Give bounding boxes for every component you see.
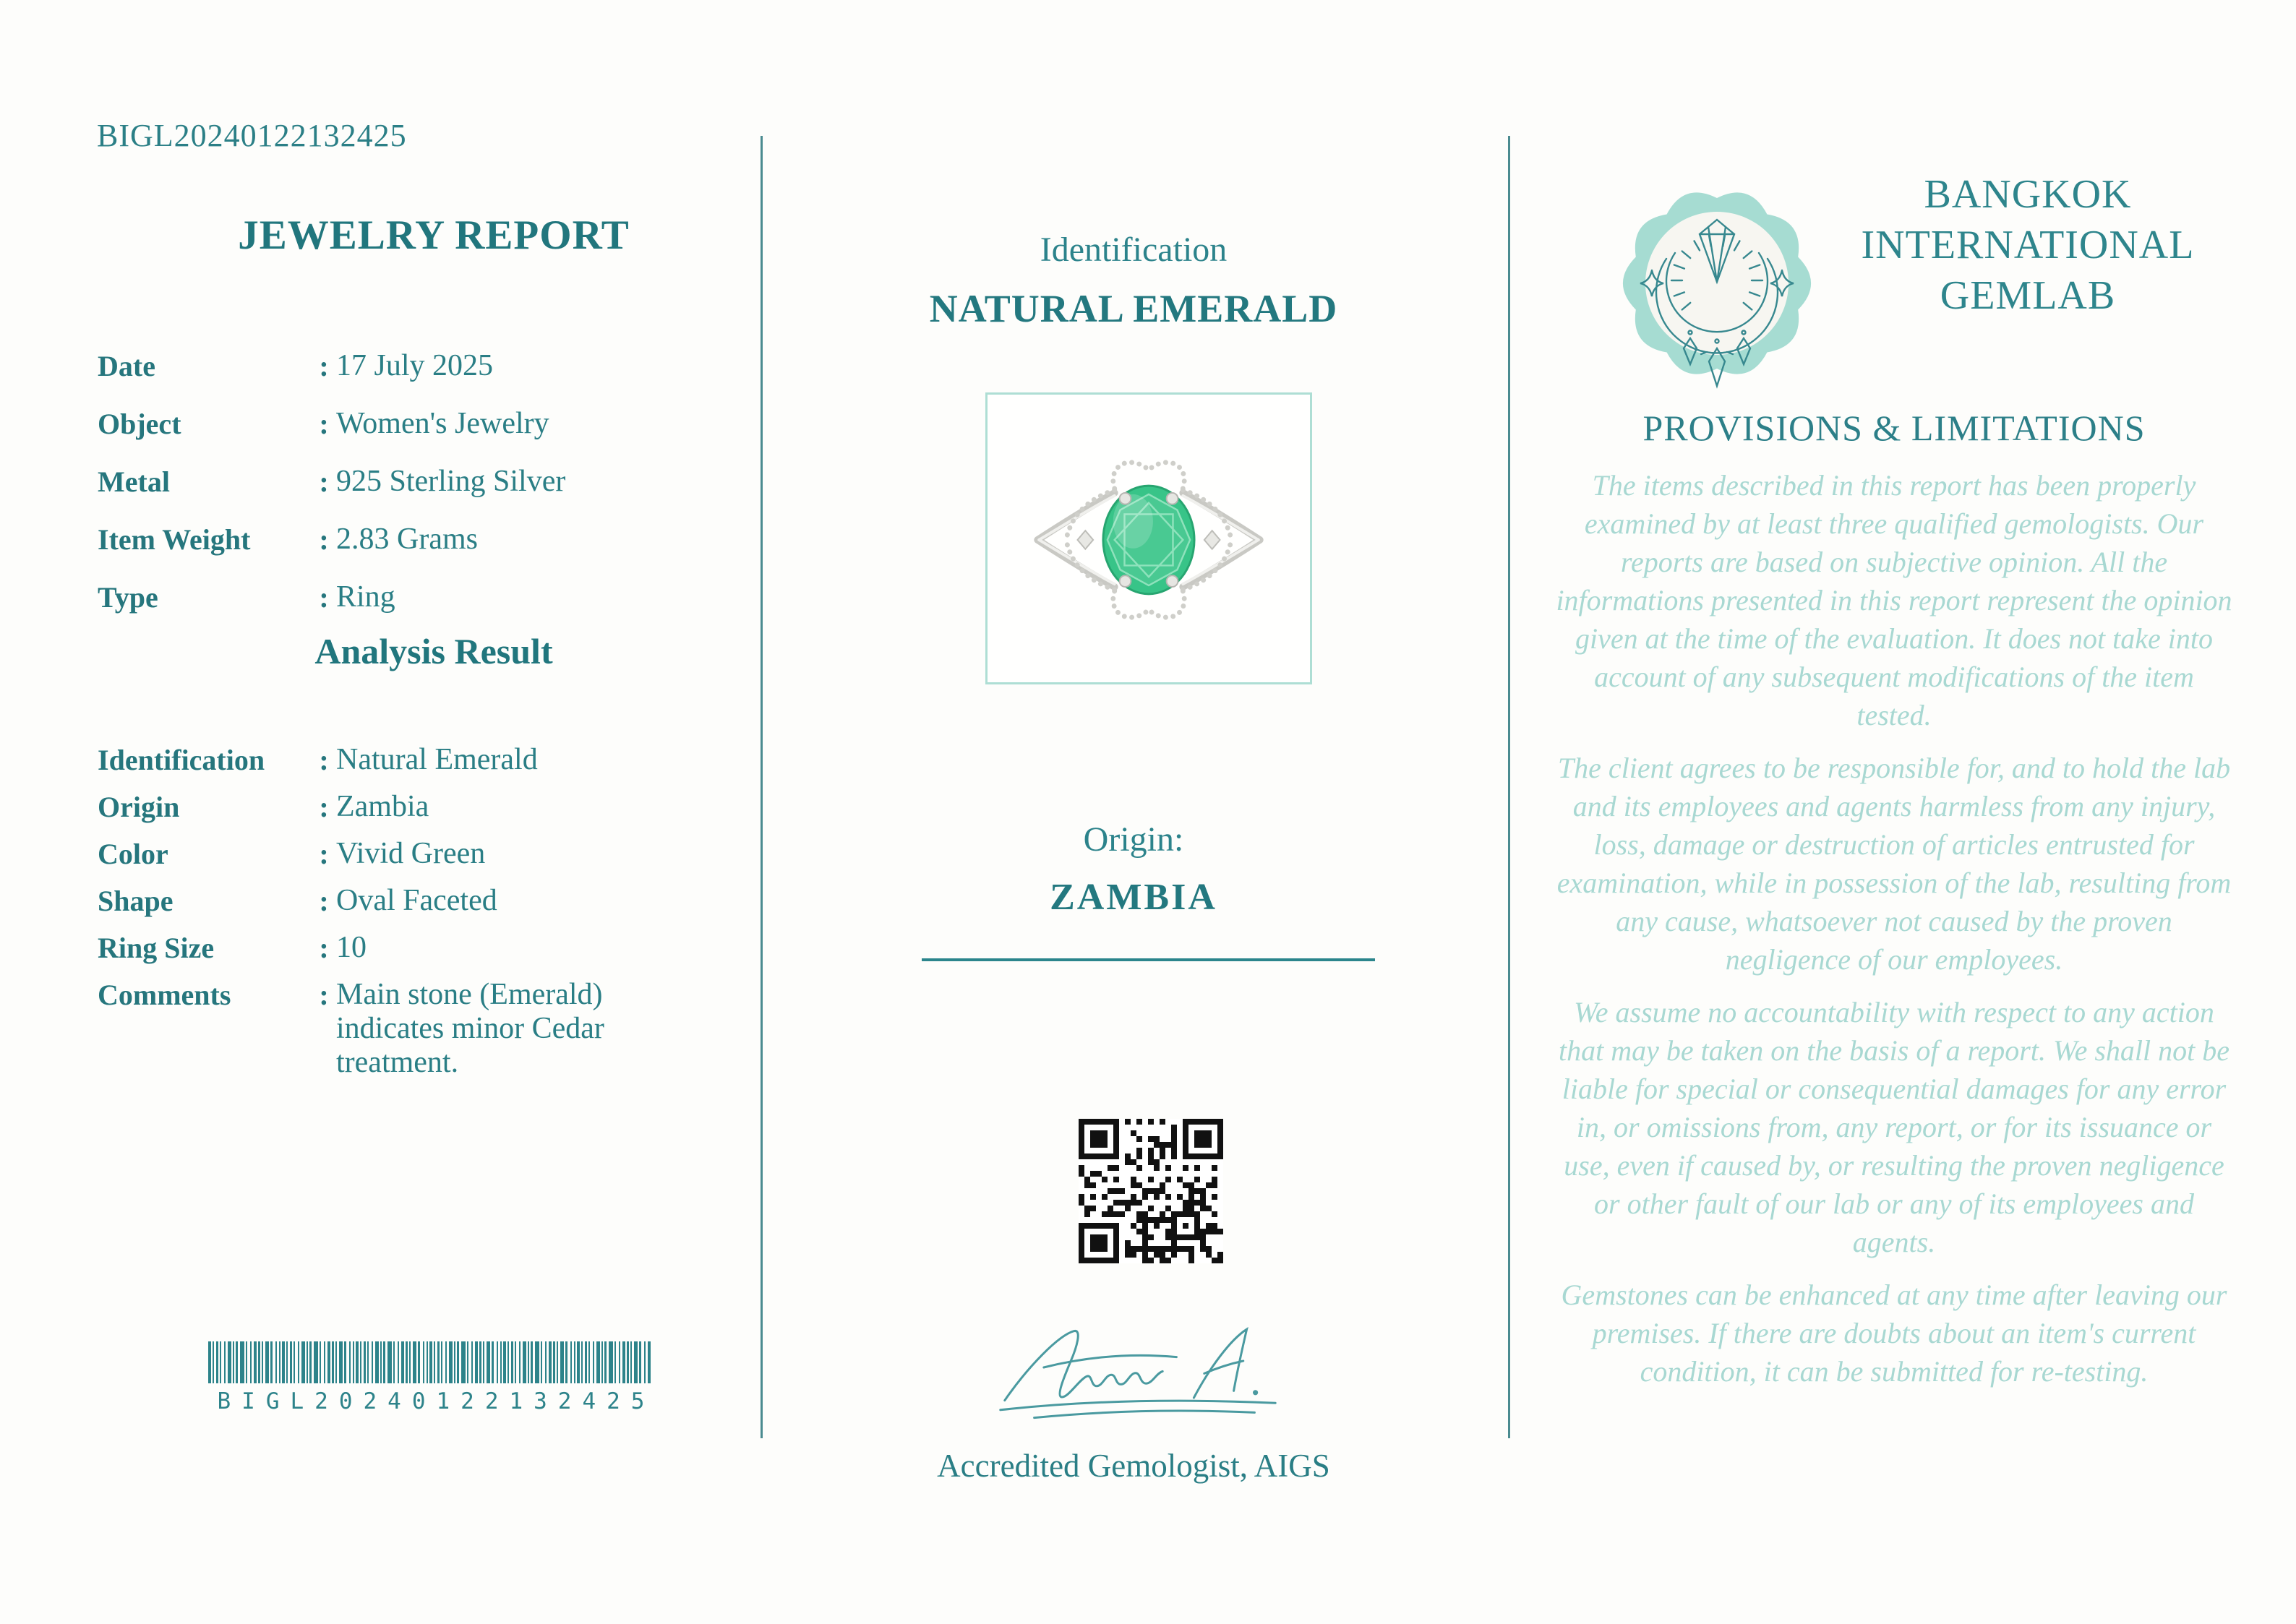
field-value: 2.83 Grams <box>336 523 478 556</box>
report-number: BIGL20240122132425 <box>97 118 407 153</box>
field-row <box>98 790 734 837</box>
lab-name-line: BANGKOK <box>1924 172 2132 217</box>
field-value: Natural Emerald <box>336 743 538 776</box>
signer-title: Accredited Gemologist, AIGS <box>937 1448 1330 1484</box>
field-label: Color <box>98 838 168 870</box>
origin-value: ZAMBIA <box>1050 877 1217 918</box>
field-label: Shape <box>98 885 174 917</box>
field-label: Comments <box>98 979 231 1011</box>
field-label: Identification <box>98 744 265 776</box>
field-value: 10 <box>336 931 367 964</box>
provisions-paragraph: The items described in this report has been properly examined by at least three qualified gemologists. Our reports are based on subjective opinion. All the informations presented in this report represent the opinion given at the time of the evaluation. It does not take into account of any subsequent modifications of the item tested. <box>1556 469 2232 731</box>
page-title: JEWELRY REPORT <box>238 212 630 258</box>
field-value: Women's Jewelry <box>336 407 549 440</box>
field-value: Ring <box>336 580 395 614</box>
field-value: Vivid Green <box>336 837 486 870</box>
field-row <box>98 743 734 790</box>
field-colon: : <box>319 744 329 776</box>
provisions-paragraph: Gemstones can be enhanced at any time after leaving our premises. If there are doubts about an item's current condition, it can be submitted for re-testing. <box>1561 1279 2227 1388</box>
item-details-group <box>98 349 734 638</box>
lab-name-line: GEMLAB <box>1940 273 2116 318</box>
field-colon: : <box>319 838 329 870</box>
field-label: Ring Size <box>98 932 215 964</box>
field-row <box>98 978 734 1080</box>
field-row <box>98 349 734 407</box>
field-label: Origin <box>98 791 180 823</box>
field-colon: : <box>319 465 329 498</box>
field-colon: : <box>319 581 329 614</box>
provisions-paragraph: The client agrees to be responsible for, and to hold the lab and its employees and agents harmless from any injury, loss, damage or destruction of articles entrusted for examination, while in possession of the lab, resulting from any cause, whatsoever not caused by the proven negligence of our employees. <box>1556 752 2232 976</box>
jewelry-photo <box>985 392 1312 684</box>
field-label: Metal <box>98 465 170 498</box>
provisions-paragraph: We assume no accountability with respect to any action that may be taken on the basis of a report. We shall not be liable for special or consequential damages for any error in, or omissions from, any report, or for its issuance or use, even if caused by, or resulting the proven negligence or other fault of our lab or any of its employees and agents. <box>1558 996 2230 1258</box>
barcode <box>208 1341 664 1414</box>
identification-value: NATURAL EMERALD <box>929 287 1338 330</box>
field-colon: : <box>319 350 329 382</box>
origin-underline <box>922 958 1375 961</box>
field-value: Main stone (Emerald) indicates minor Cedar treatment. <box>336 978 604 1080</box>
field-value: 925 Sterling Silver <box>336 465 566 498</box>
field-colon: : <box>319 523 329 556</box>
field-value: 17 July 2025 <box>336 349 494 382</box>
field-label: Type <box>98 581 158 614</box>
gemlab-logo <box>1609 175 1825 392</box>
column-divider-left <box>761 136 763 1438</box>
barcode-label: BIGL20240122132425 <box>217 1388 656 1414</box>
provisions-heading: PROVISIONS & LIMITATIONS <box>1642 408 2146 448</box>
field-label: Item Weight <box>98 523 251 556</box>
lab-name-line: INTERNATIONAL <box>1861 223 2195 267</box>
field-row <box>98 580 734 638</box>
origin-label: Origin: <box>1083 820 1184 859</box>
field-row <box>98 837 734 884</box>
field-colon: : <box>319 979 329 1011</box>
field-label: Date <box>98 350 155 382</box>
field-label: Object <box>98 408 181 440</box>
barcode-image <box>208 1341 664 1383</box>
analysis-result-heading: Analysis Result <box>314 631 553 671</box>
column-divider-right <box>1508 136 1510 1438</box>
field-row <box>98 931 734 978</box>
field-row <box>98 884 734 931</box>
field-colon: : <box>319 791 329 823</box>
field-colon: : <box>319 932 329 964</box>
field-colon: : <box>319 885 329 917</box>
ring-illustration <box>988 395 1310 682</box>
analysis-result-group <box>98 743 734 1080</box>
identification-section-label: Identification <box>1040 231 1228 269</box>
field-row <box>98 465 734 523</box>
gemologist-signature <box>993 1315 1296 1424</box>
field-value: Oval Faceted <box>336 884 497 917</box>
field-row <box>98 523 734 580</box>
qr-code <box>1079 1119 1223 1263</box>
field-value: Zambia <box>336 790 429 823</box>
lab-name <box>1811 169 2245 321</box>
field-colon: : <box>319 408 329 440</box>
field-row <box>98 407 734 465</box>
provisions-text <box>1554 466 2234 1405</box>
